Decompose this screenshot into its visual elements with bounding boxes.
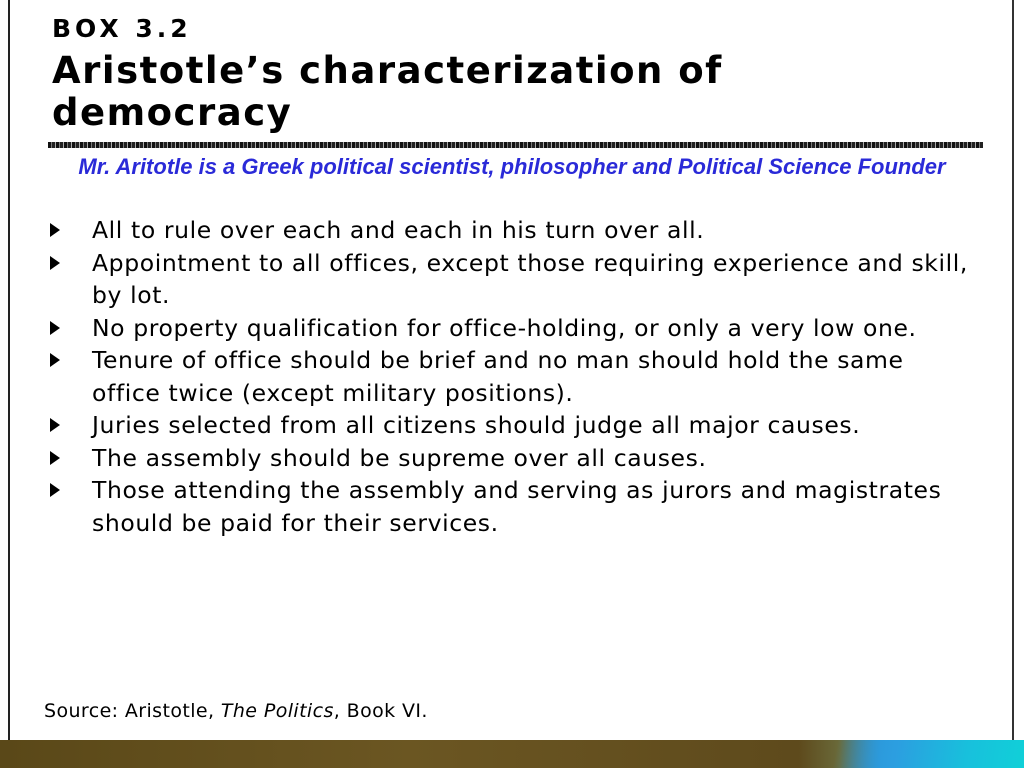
bullet-arrow-icon	[50, 451, 60, 465]
list-item-text: Tenure of office should be brief and no man should hold the same office twice (except military positions).	[92, 346, 904, 407]
list-item-text: Those attending the assembly and serving as jurors and magistrates should be paid for their services.	[92, 476, 942, 537]
list-item	[50, 474, 980, 539]
source-citation	[44, 700, 428, 722]
bullet-arrow-icon	[50, 483, 60, 497]
list-item-text: All to rule over each and each in his turn over all.	[92, 216, 705, 244]
box-label: BOX 3.2	[52, 14, 192, 43]
bullet-arrow-icon	[50, 418, 60, 432]
bullet-list	[50, 214, 980, 539]
page-title: Aristotle’s characterization of democracy	[52, 49, 723, 134]
list-item	[50, 247, 980, 312]
bullet-arrow-icon	[50, 223, 60, 237]
bullet-arrow-icon	[50, 353, 60, 367]
list-item-text: No property qualification for office-holding, or only a very low one.	[92, 313, 917, 342]
list-item	[50, 214, 980, 247]
left-border-rule	[8, 0, 10, 740]
caption-note: Mr. Aritotle is a Greek political scientist, philosopher and Political Science Founder	[78, 154, 946, 179]
source-prefix: Source: Aristotle,	[44, 700, 221, 722]
source-book-title: The Politics	[220, 700, 334, 722]
list-item	[50, 312, 980, 345]
bullet-arrow-icon	[50, 256, 60, 270]
list-item	[50, 409, 980, 442]
list-item	[50, 344, 980, 409]
list-item-text: Juries selected from all citizens should judge all major causes.	[92, 411, 861, 439]
bullet-arrow-icon	[50, 321, 60, 335]
source-suffix: , Book VI.	[333, 700, 428, 722]
list-item-text: The assembly should be supreme over all causes.	[92, 443, 707, 472]
list-item-text: Appointment to all offices, except those requiring experience and skill, by lot.	[92, 248, 968, 309]
right-border-rule	[1012, 0, 1014, 740]
list-item	[50, 442, 980, 475]
title-divider	[48, 142, 983, 148]
footer-swoosh	[790, 740, 1024, 768]
